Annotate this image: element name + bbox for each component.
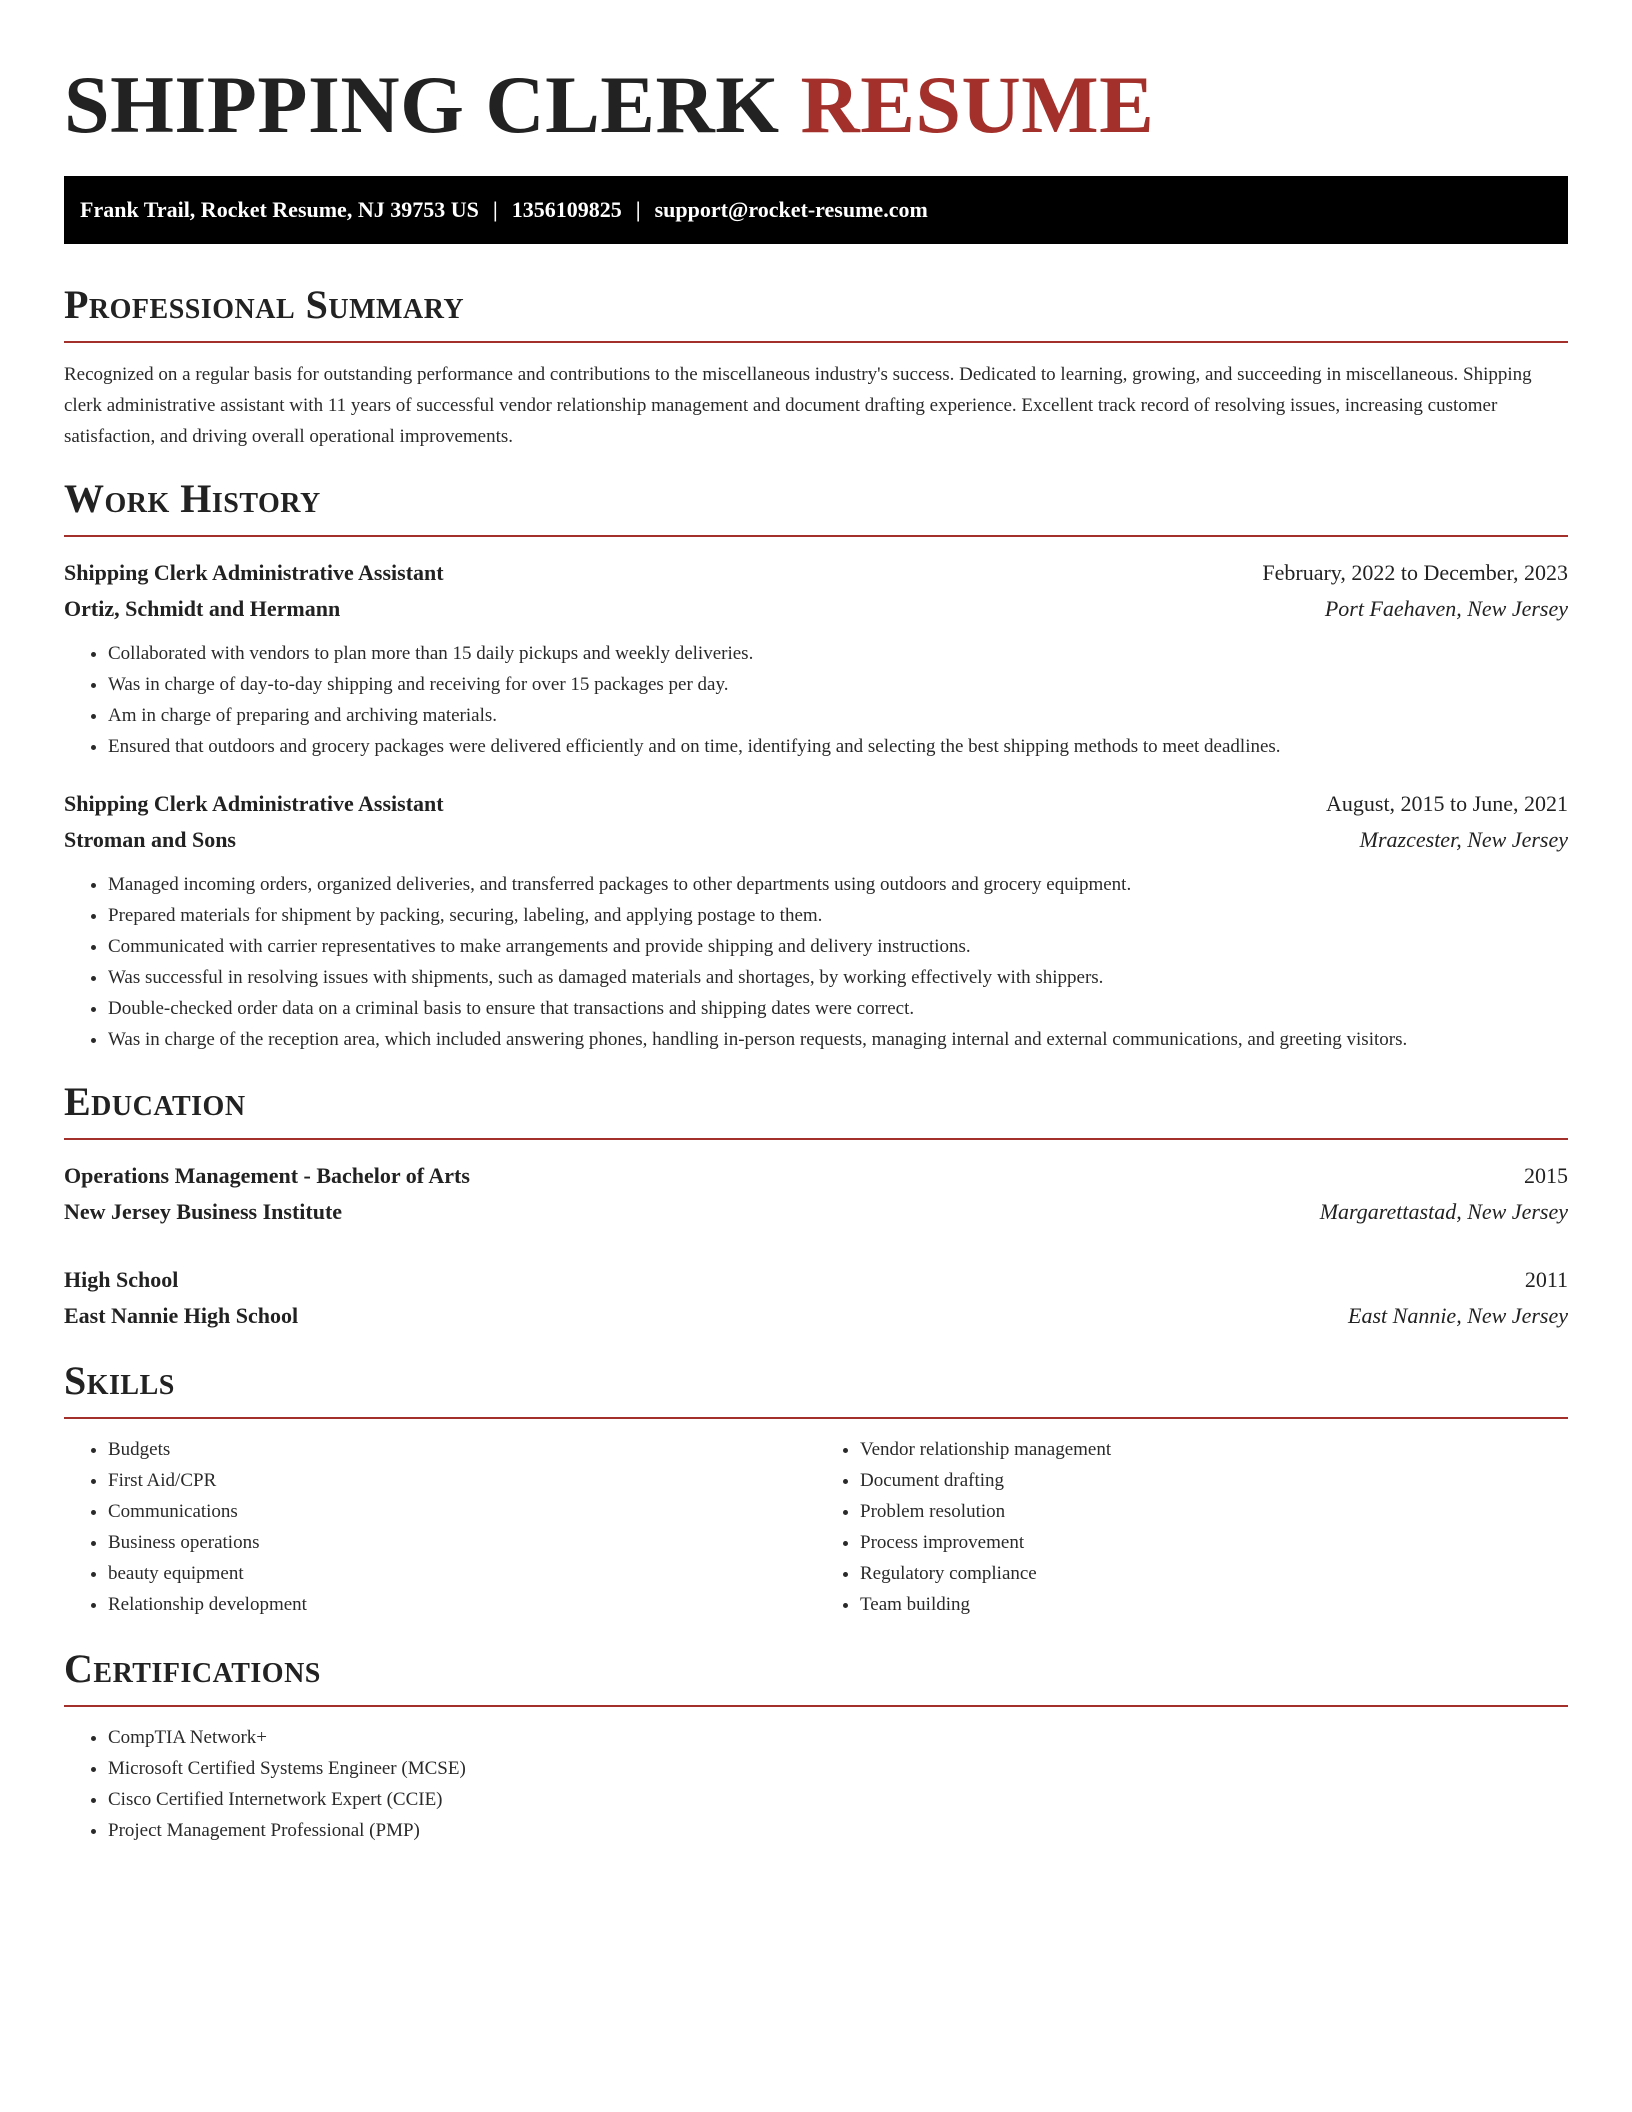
- education-header-row: [64, 1158, 1568, 1194]
- job-header-row: [64, 555, 1568, 591]
- certification-item: • Cisco Certified Internetwork Expert (CCIE): [108, 1784, 1568, 1815]
- job-entry: [64, 786, 1568, 1055]
- list-item: • Ensured that outdoors and grocery packages were delivered efficiently and on time, identifying and selecting the best shipping methods to meet deadlines.: [108, 731, 1568, 762]
- job-dates: February, 2022 to December, 2023: [1262, 560, 1568, 585]
- section-divider: [64, 1705, 1568, 1707]
- certifications-list: [64, 1722, 1568, 1846]
- skill-item: • Business operations: [108, 1527, 816, 1558]
- contact-phone: 1356109825: [511, 197, 622, 222]
- section-title-certifications: Certifications: [64, 1646, 321, 1691]
- job-duties-list: [64, 869, 1568, 1055]
- contact-separator: |: [492, 197, 498, 222]
- summary-text: Recognized on a regular basis for outstanding performance and contributions to the miscellaneous industry's success. Dedicated to learning, growing, and succeeding in miscellaneous. Shipping clerk administrative assistant with 11 years of successful vendor relationship management and document drafting experience. Excellent track record of resolving issues, increasing customer satisfaction, and driving overall operational improvements.: [64, 364, 1532, 447]
- skill-item: • Vendor relationship management: [860, 1434, 1568, 1465]
- contact-address: Frank Trail, Rocket Resume, NJ 39753 US: [80, 197, 479, 222]
- resume-page: [64, 0, 1568, 1846]
- job-dates: August, 2015 to June, 2021: [1326, 791, 1568, 816]
- job-company-row: [64, 591, 1568, 627]
- education-entry: [64, 1262, 1568, 1334]
- list-item: • Double-checked order data on a criminal basis to ensure that transactions and shipping dates were correct.: [108, 993, 1568, 1024]
- skills-list-right: [816, 1434, 1568, 1620]
- section-title-education: Education: [64, 1079, 246, 1124]
- job-company-row: [64, 822, 1568, 858]
- skills-columns: [64, 1434, 1568, 1620]
- skill-item: • Budgets: [108, 1434, 816, 1465]
- summary-section: [64, 280, 1568, 452]
- section-divider: [64, 1417, 1568, 1419]
- contact-separator: |: [635, 197, 641, 222]
- job-company: Stroman and Sons: [64, 827, 236, 852]
- skill-item: • Team building: [860, 1589, 1568, 1620]
- work-history-section: [64, 474, 1568, 1055]
- job-header-row: [64, 786, 1568, 822]
- job-company: Ortiz, Schmidt and Hermann: [64, 596, 341, 621]
- list-item: • Was successful in resolving issues with shipments, such as damaged materials and shortages, by working effectively with shippers.: [108, 962, 1568, 993]
- skill-item: • First Aid/CPR: [108, 1465, 816, 1496]
- title-main: SHIPPING CLERK: [64, 59, 780, 150]
- certification-item: • Project Management Professional (PMP): [108, 1815, 1568, 1846]
- education-degree: Operations Management - Bachelor of Arts: [64, 1163, 470, 1188]
- education-entry: [64, 1158, 1568, 1230]
- education-degree: High School: [64, 1267, 179, 1292]
- education-school-row: [64, 1298, 1568, 1334]
- certification-item: • Microsoft Certified Systems Engineer (MCSE): [108, 1753, 1568, 1784]
- list-item: • Communicated with carrier representatives to make arrangements and provide shipping and delivery instructions.: [108, 931, 1568, 962]
- list-item: • Was in charge of the reception area, which included answering phones, handling in-person requests, managing internal and external communications, and greeting visitors.: [108, 1024, 1568, 1055]
- education-header-row: [64, 1262, 1568, 1298]
- contact-email: support@rocket-resume.com: [654, 197, 928, 222]
- education-location: East Nannie, New Jersey: [1348, 1303, 1568, 1328]
- section-divider: [64, 535, 1568, 537]
- education-year: 2011: [1524, 1267, 1568, 1292]
- skill-item: • Problem resolution: [860, 1496, 1568, 1527]
- skill-item: • beauty equipment: [108, 1558, 816, 1589]
- job-location: Mrazcester, New Jersey: [1359, 827, 1568, 852]
- education-year: 2015: [1524, 1163, 1568, 1188]
- education-school-row: [64, 1194, 1568, 1230]
- section-title-work-history: Work History: [64, 476, 321, 521]
- list-item: • Managed incoming orders, organized deliveries, and transferred packages to other departments using outdoors and grocery equipment.: [108, 869, 1568, 900]
- certification-item: • CompTIA Network+: [108, 1722, 1568, 1753]
- education-section: [64, 1077, 1568, 1334]
- section-divider: [64, 341, 1568, 343]
- skill-item: • Communications: [108, 1496, 816, 1527]
- job-role: Shipping Clerk Administrative Assistant: [64, 560, 444, 585]
- education-school: New Jersey Business Institute: [64, 1199, 343, 1224]
- skill-item: • Process improvement: [860, 1527, 1568, 1558]
- resume-title: [64, 0, 1568, 155]
- job-location: Port Faehaven, New Jersey: [1324, 596, 1568, 621]
- skills-list-left: [64, 1434, 816, 1620]
- section-title-skills: Skills: [64, 1358, 175, 1403]
- list-item: • Was in charge of day-to-day shipping and receiving for over 15 packages per day.: [108, 669, 1568, 700]
- education-location: Margarettastad, New Jersey: [1319, 1199, 1568, 1224]
- contact-bar: [64, 176, 1568, 244]
- skill-item: • Relationship development: [108, 1589, 816, 1620]
- certifications-section: [64, 1644, 1568, 1846]
- education-school: East Nannie High School: [64, 1303, 299, 1328]
- skill-item: • Regulatory compliance: [860, 1558, 1568, 1589]
- list-item: • Collaborated with vendors to plan more than 15 daily pickups and weekly deliveries.: [108, 638, 1568, 669]
- skill-item: • Document drafting: [860, 1465, 1568, 1496]
- skills-section: [64, 1356, 1568, 1620]
- list-item: • Am in charge of preparing and archiving materials.: [108, 700, 1568, 731]
- section-title-summary: Professional Summary: [64, 282, 465, 327]
- list-item: • Prepared materials for shipment by packing, securing, labeling, and applying postage to them.: [108, 900, 1568, 931]
- job-duties-list: [64, 638, 1568, 762]
- job-entry: [64, 555, 1568, 762]
- section-divider: [64, 1138, 1568, 1140]
- title-accent: RESUME: [800, 59, 1155, 150]
- job-role: Shipping Clerk Administrative Assistant: [64, 791, 444, 816]
